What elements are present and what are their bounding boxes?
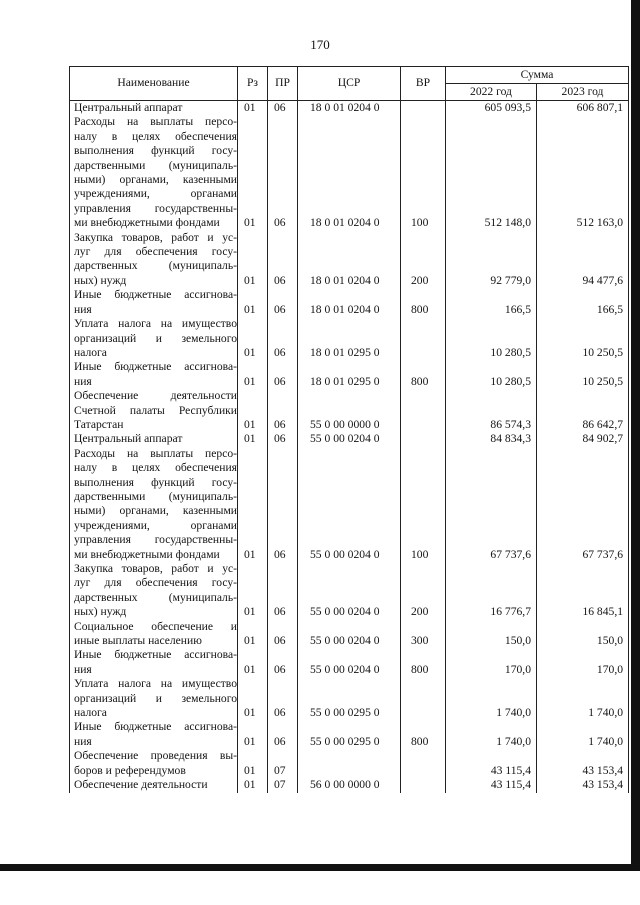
budget-table: [69, 66, 629, 793]
table-row: [70, 447, 629, 562]
row-pr: 06: [268, 677, 298, 720]
row-csr: 55 0 00 0204 0: [298, 648, 401, 677]
row-name-line: Центральный аппарат: [74, 432, 183, 446]
row-pr: 06: [268, 648, 298, 677]
row-csr: 55 0 00 0204 0: [298, 447, 401, 562]
row-csr: 18 0 01 0204 0: [298, 288, 401, 317]
header-sum: Сумма: [446, 67, 629, 84]
row-name-line: ния: [74, 302, 92, 316]
row-name: [70, 432, 238, 446]
row-name-line: выполнения функций госу-: [74, 475, 237, 489]
row-name-line: дарственными (муниципаль-: [74, 158, 237, 172]
row-name-line: Центральный аппарат: [74, 101, 183, 114]
row-name: [70, 288, 238, 317]
row-pr: 06: [268, 620, 298, 649]
row-pr: 06: [268, 389, 298, 432]
row-name-line: боров и референдумов: [74, 763, 186, 777]
row-name-line: Обеспечение проведения вы-: [74, 749, 237, 763]
row-csr: 55 0 00 0204 0: [298, 620, 401, 649]
row-name-line: Обеспечение деятельности: [74, 389, 237, 403]
row-rz: 01: [238, 720, 268, 749]
row-vr: [401, 389, 446, 432]
row-rz: 01: [238, 231, 268, 289]
table-row: [70, 432, 629, 446]
row-pr: 06: [268, 447, 298, 562]
table-row: [70, 648, 629, 677]
row-sum-2022: 86 574,3: [446, 389, 537, 432]
row-pr: 06: [268, 720, 298, 749]
row-name-line: Иные бюджетные ассигнова-: [74, 288, 237, 302]
row-sum-2023: 606 807,1: [537, 101, 629, 116]
row-name-line: иные выплаты населению: [74, 634, 202, 648]
row-sum-2022: 92 779,0: [446, 231, 537, 289]
row-sum-2022: 1 740,0: [446, 720, 537, 749]
row-sum-2022: 10 280,5: [446, 360, 537, 389]
row-name-line: учреждениями, органами: [74, 518, 237, 532]
row-name-line: управления государственны-: [74, 201, 237, 215]
row-vr: 800: [401, 288, 446, 317]
row-name-line: ния: [74, 374, 92, 388]
header-rz: Рз: [238, 67, 268, 101]
row-name-line: ми внебюджетными фондами: [74, 547, 220, 561]
table-row: [70, 288, 629, 317]
row-sum-2022: 512 148,0: [446, 115, 537, 230]
row-name-line: Уплата налога на имущество: [74, 677, 237, 691]
row-name: [70, 677, 238, 720]
table-header: [70, 67, 629, 101]
row-rz: 01: [238, 288, 268, 317]
table-row: [70, 620, 629, 649]
header-pr: ПР: [268, 67, 298, 101]
row-vr: 100: [401, 115, 446, 230]
row-sum-2022: 166,5: [446, 288, 537, 317]
row-rz: 01: [238, 115, 268, 230]
row-name-line: Иные бюджетные ассигнова-: [74, 648, 237, 662]
table-row: [70, 677, 629, 720]
row-sum-2023: 512 163,0: [537, 115, 629, 230]
row-name: [70, 447, 238, 562]
row-name-line: налу в целях обеспечения: [74, 461, 237, 475]
row-vr: 100: [401, 447, 446, 562]
table-row: [70, 317, 629, 360]
row-vr: [401, 778, 446, 792]
row-sum-2023: 43 153,4: [537, 778, 629, 792]
row-rz: 01: [238, 317, 268, 360]
row-name-line: учреждениями, органами: [74, 187, 237, 201]
row-csr: 56 0 00 0000 0: [298, 778, 401, 792]
row-name-line: налога: [74, 706, 107, 720]
row-csr: 55 0 00 0295 0: [298, 720, 401, 749]
row-sum-2023: 1 740,0: [537, 677, 629, 720]
row-sum-2022: 84 834,3: [446, 432, 537, 446]
row-vr: 800: [401, 360, 446, 389]
row-name-line: дарственных (муниципаль-: [74, 590, 237, 604]
row-name-line: луг для обеспечения госу-: [74, 245, 237, 259]
row-pr: 06: [268, 288, 298, 317]
row-name: [70, 620, 238, 649]
row-rz: 01: [238, 360, 268, 389]
row-sum-2022: 10 280,5: [446, 317, 537, 360]
row-name-line: управления государственны-: [74, 533, 237, 547]
row-name-line: Иные бюджетные ассигнова-: [74, 720, 237, 734]
row-name-line: Обеспечение деятельности: [74, 778, 208, 792]
table-row: [70, 778, 629, 792]
page-number: 170: [310, 37, 330, 52]
row-rz: 01: [238, 648, 268, 677]
row-rz: 01: [238, 778, 268, 792]
row-pr: 06: [268, 101, 298, 116]
row-pr: 06: [268, 231, 298, 289]
row-sum-2022: 150,0: [446, 620, 537, 649]
row-csr: 55 0 00 0295 0: [298, 677, 401, 720]
row-name-line: Счетной палаты Республики: [74, 403, 237, 417]
row-sum-2023: 150,0: [537, 620, 629, 649]
header-year-2023: 2023 год: [537, 84, 629, 101]
row-csr: 18 0 01 0295 0: [298, 360, 401, 389]
row-sum-2023: 170,0: [537, 648, 629, 677]
table-row: [70, 562, 629, 620]
row-name-line: луг для обеспечения госу-: [74, 576, 237, 590]
row-name-line: организаций и земельного: [74, 691, 237, 705]
row-rz: 01: [238, 101, 268, 116]
row-pr: 06: [268, 115, 298, 230]
row-rz: 01: [238, 447, 268, 562]
row-name: [70, 317, 238, 360]
scan-edge-right: [631, 0, 640, 871]
table-row: [70, 360, 629, 389]
row-sum-2022: 170,0: [446, 648, 537, 677]
row-name: [70, 648, 238, 677]
row-csr: 55 0 00 0000 0: [298, 389, 401, 432]
row-csr: 18 0 01 0204 0: [298, 115, 401, 230]
row-sum-2023: 67 737,6: [537, 447, 629, 562]
row-name-line: налу в целях обеспечения: [74, 129, 237, 143]
row-sum-2022: 43 115,4: [446, 778, 537, 792]
row-name-line: дарственных (муниципаль-: [74, 259, 237, 273]
row-sum-2022: 16 776,7: [446, 562, 537, 620]
row-name-line: ния: [74, 734, 92, 748]
row-sum-2023: 166,5: [537, 288, 629, 317]
row-sum-2023: 84 902,7: [537, 432, 629, 446]
row-pr: 07: [268, 749, 298, 778]
row-name-line: дарственными (муниципаль-: [74, 489, 237, 503]
row-vr: [401, 749, 446, 778]
row-vr: [401, 317, 446, 360]
row-name: [70, 749, 238, 778]
row-sum-2023: 86 642,7: [537, 389, 629, 432]
row-pr: 06: [268, 317, 298, 360]
table-row: [70, 749, 629, 778]
table-body: [70, 101, 629, 793]
table-row: [70, 115, 629, 230]
row-name-line: ных) нужд: [74, 605, 127, 619]
row-name-line: Расходы на выплаты персо-: [74, 446, 237, 460]
row-name-line: Иные бюджетные ассигнова-: [74, 360, 237, 374]
row-csr: 55 0 00 0204 0: [298, 562, 401, 620]
row-name-line: ми внебюджетными фондами: [74, 216, 220, 230]
row-pr: 06: [268, 562, 298, 620]
row-name: [70, 231, 238, 289]
row-vr: 800: [401, 720, 446, 749]
row-csr: 55 0 00 0204 0: [298, 432, 401, 446]
row-vr: 800: [401, 648, 446, 677]
table-row: [70, 231, 629, 289]
row-name-line: налога: [74, 345, 107, 359]
row-name-line: Расходы на выплаты персо-: [74, 115, 237, 129]
row-name-line: Закупка товаров, работ и ус-: [74, 230, 237, 244]
row-sum-2022: 605 093,5: [446, 101, 537, 116]
row-name-line: организаций и земельного: [74, 331, 237, 345]
header-csr: ЦСР: [298, 67, 401, 101]
row-rz: 01: [238, 749, 268, 778]
row-name-line: ными) органами, казенными: [74, 504, 237, 518]
row-name: [70, 778, 238, 792]
table-row: [70, 101, 629, 116]
row-name-line: ными) органами, казенными: [74, 173, 237, 187]
row-sum-2022: 1 740,0: [446, 677, 537, 720]
row-vr: [401, 677, 446, 720]
header-name: Наименование: [70, 67, 238, 101]
row-name: [70, 562, 238, 620]
row-vr: 300: [401, 620, 446, 649]
row-sum-2022: 67 737,6: [446, 447, 537, 562]
row-csr: [298, 749, 401, 778]
header-year-2022: 2022 год: [446, 84, 537, 101]
row-vr: 200: [401, 562, 446, 620]
row-rz: 01: [238, 620, 268, 649]
scan-edge-bottom: [0, 864, 640, 871]
row-name: [70, 720, 238, 749]
table-row: [70, 389, 629, 432]
row-rz: 01: [238, 677, 268, 720]
row-pr: 06: [268, 360, 298, 389]
row-name-line: выполнения функций госу-: [74, 144, 237, 158]
row-vr: [401, 432, 446, 446]
row-name: [70, 115, 238, 230]
row-name-line: Уплата налога на имущество: [74, 317, 237, 331]
row-sum-2022: 43 115,4: [446, 749, 537, 778]
row-name-line: Закупка товаров, работ и ус-: [74, 562, 237, 575]
row-name-line: ных) нужд: [74, 273, 127, 287]
row-rz: 01: [238, 562, 268, 620]
row-pr: 07: [268, 778, 298, 792]
row-name: [70, 389, 238, 432]
row-rz: 01: [238, 389, 268, 432]
row-sum-2023: 1 740,0: [537, 720, 629, 749]
row-name: [70, 360, 238, 389]
row-sum-2023: 43 153,4: [537, 749, 629, 778]
row-name-line: Социальное обеспечение и: [74, 619, 237, 633]
row-sum-2023: 16 845,1: [537, 562, 629, 620]
row-csr: 18 0 01 0204 0: [298, 231, 401, 289]
row-vr: 200: [401, 231, 446, 289]
row-vr: [401, 101, 446, 116]
row-sum-2023: 10 250,5: [537, 317, 629, 360]
header-vr: ВР: [401, 67, 446, 101]
row-rz: 01: [238, 432, 268, 446]
row-pr: 06: [268, 432, 298, 446]
row-name-line: ния: [74, 662, 92, 676]
row-csr: 18 0 01 0295 0: [298, 317, 401, 360]
table-row: [70, 720, 629, 749]
row-name-line: Татарстан: [74, 417, 124, 431]
row-sum-2023: 94 477,6: [537, 231, 629, 289]
row-csr: 18 0 01 0204 0: [298, 101, 401, 116]
row-name: [70, 101, 238, 116]
row-sum-2023: 10 250,5: [537, 360, 629, 389]
